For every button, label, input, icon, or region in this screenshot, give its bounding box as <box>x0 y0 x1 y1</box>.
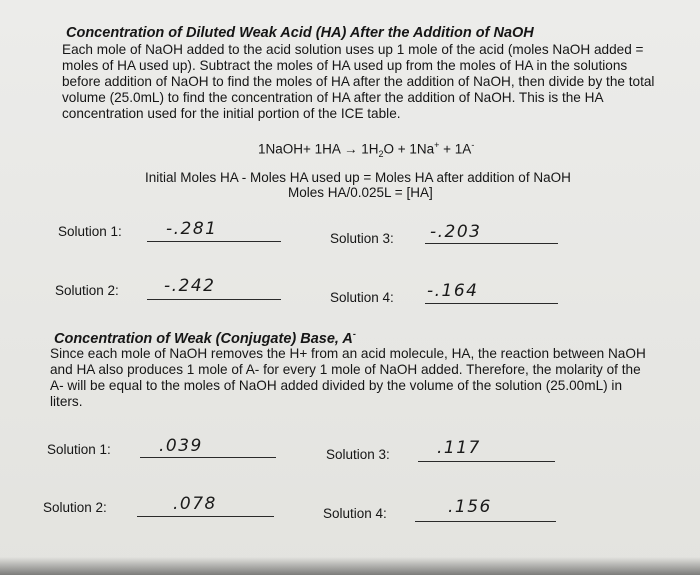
section1-line: moles of HA used up). Subtract the moles of HA used up from the moles of HA in the solutions <box>62 58 628 73</box>
sodium-charge: + <box>434 140 440 150</box>
reaction-reactants: 1NaOH+ 1HA <box>258 141 341 157</box>
water-subscript: 2 <box>378 149 384 160</box>
s2-solution4-label: Solution 4: <box>323 506 387 521</box>
section2-heading <box>54 329 356 347</box>
s1-solution4-label: Solution 4: <box>330 290 394 305</box>
reaction-arrow: → <box>343 141 358 157</box>
s2-solution1-label: Solution 1: <box>47 442 111 457</box>
section1-line: concentration used for the initial portion of the ICE table. <box>62 106 401 121</box>
section1-line: before addition of NaOH to find the moles of HA after the addition of NaOH, then divide by the total <box>62 74 655 89</box>
s2-solution3-label: Solution 3: <box>326 447 390 462</box>
s1-solution2-answer: -.242 <box>164 276 216 296</box>
section2-heading-charge: - <box>352 329 356 339</box>
s1-solution1-answer: -.281 <box>166 219 218 239</box>
anion-charge: - <box>471 140 475 150</box>
s1-solution2-label: Solution 2: <box>55 283 119 298</box>
reaction-product-sodium: O + 1Na <box>383 141 435 157</box>
s1-solution3-label: Solution 3: <box>330 231 394 246</box>
reaction-equation <box>258 140 474 159</box>
s1-solution1-label: Solution 1: <box>58 224 122 239</box>
formula-line-1: Initial Moles HA - Moles HA used up = Moles HA after addition of NaOH <box>145 170 571 185</box>
reaction-product-water: 1H <box>361 141 379 157</box>
formula-line-2: Moles HA/0.025L = [HA] <box>288 185 433 200</box>
s2-solution2-answer: .078 <box>173 494 217 514</box>
section2-heading-text: Concentration of Weak (Conjugate) Base, A <box>54 330 353 347</box>
s2-solution2-label: Solution 2: <box>43 500 107 515</box>
s1-solution4-answer: -.164 <box>427 281 479 301</box>
section1-line: Each mole of NaOH added to the acid solution uses up 1 mole of the acid (moles NaOH added = <box>62 42 644 57</box>
s2-solution3-answer: .117 <box>437 438 481 458</box>
s1-solution3-answer: -.203 <box>430 222 482 242</box>
reaction-product-anion: + 1A <box>439 141 472 157</box>
s2-solution4-answer: .156 <box>448 497 492 517</box>
section1-heading: Concentration of Diluted Weak Acid (HA) After the Addition of NaOH <box>66 25 534 41</box>
section2-line: liters. <box>50 394 83 409</box>
section2-line: Since each mole of NaOH removes the H+ from an acid molecule, HA, the reaction between NaOH <box>50 346 646 361</box>
page-bottom-shadow <box>0 557 700 575</box>
s2-solution1-answer: .039 <box>159 436 203 456</box>
section1-line: volume (25.0mL) to find the concentration of HA after the addition of NaOH. This is the HA <box>62 90 604 105</box>
section2-line: A- will be equal to the moles of NaOH added divided by the volume of the solution (25.00mL) in <box>50 378 623 393</box>
section2-line: and HA also produces 1 mole of A- for every 1 mole of NaOH added. Therefore, the molarity of the <box>50 362 641 377</box>
